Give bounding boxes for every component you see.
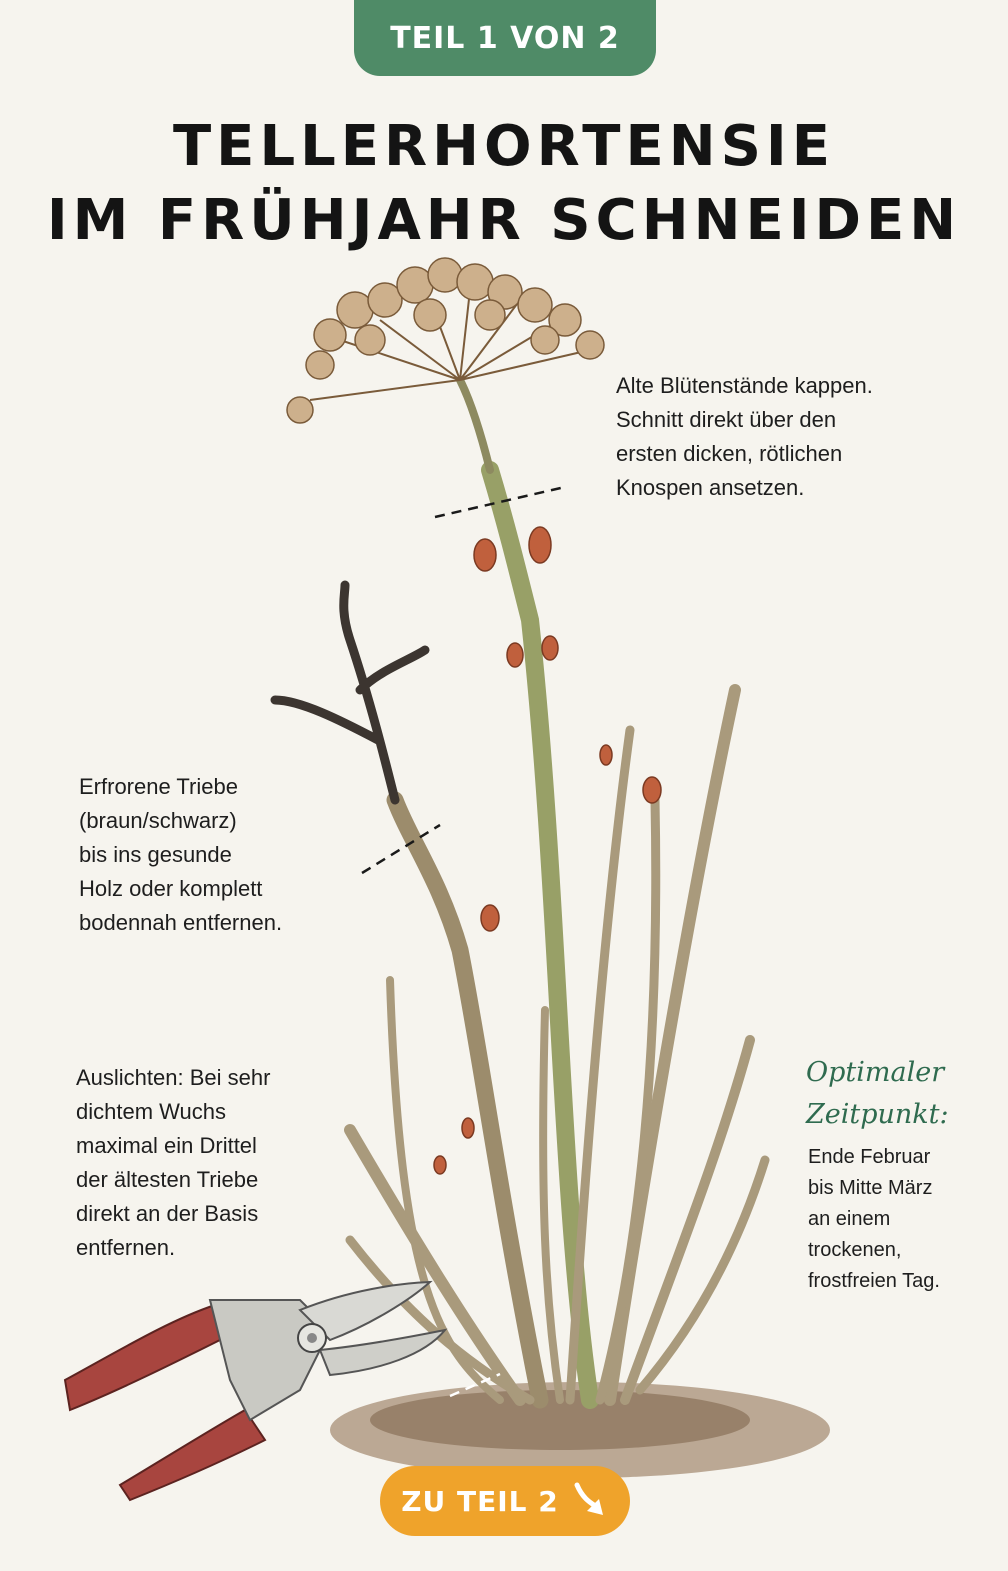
timing-heading xyxy=(806,1052,949,1136)
note-line: ersten dicken, rötlichen xyxy=(616,441,843,466)
note-thinning xyxy=(76,1061,270,1265)
note-line: direkt an der Basis xyxy=(76,1201,259,1226)
timing-line: frostfreien Tag. xyxy=(808,1270,940,1292)
note-line: bis ins gesunde xyxy=(79,842,232,867)
next-part-button[interactable] xyxy=(380,1466,630,1536)
note-line: Schnitt direkt über den xyxy=(616,407,837,432)
timing-text xyxy=(808,1142,940,1297)
timing-heading-line: Optimaler xyxy=(806,1057,945,1088)
stem-right-1 xyxy=(610,690,735,1400)
arrow-down-right-icon xyxy=(573,1481,609,1521)
part-badge: TEIL 1 VON 2 xyxy=(354,0,656,76)
note-line: Knospen ansetzen. xyxy=(616,475,805,500)
pruning-shears xyxy=(65,1282,445,1500)
timing-line: trockenen, xyxy=(808,1239,902,1261)
title-line-1: TELLERHORTENSIE xyxy=(172,114,835,179)
main-green-stem xyxy=(490,470,590,1400)
note-line: bodennah entfernen. xyxy=(79,910,283,935)
next-part-label: ZU TEIL 2 xyxy=(401,1484,559,1518)
note-frozen-shoots xyxy=(79,770,282,940)
note-line: Alte Blütenstände kappen. xyxy=(616,373,873,398)
flower-stalk xyxy=(460,380,490,470)
title-line-2: IM FRÜHJAHR SCHNEIDEN xyxy=(46,188,962,253)
note-line: Auslichten: Bei sehr xyxy=(76,1065,271,1090)
frozen-stem-dark xyxy=(275,585,425,800)
stems xyxy=(275,380,765,1400)
note-line: entfernen. xyxy=(76,1235,176,1260)
note-line: der ältesten Triebe xyxy=(76,1167,259,1192)
note-line: dichtem Wuchs xyxy=(76,1099,226,1124)
timing-heading-line: Zeitpunkt: xyxy=(806,1099,949,1130)
note-line: Holz oder komplett xyxy=(79,876,263,901)
timing-line: bis Mitte März xyxy=(808,1177,933,1199)
note-line: maximal ein Drittel xyxy=(76,1133,257,1158)
shears-handle-upper xyxy=(65,1305,230,1410)
timing-line: Ende Februar xyxy=(808,1146,931,1168)
note-line: (braun/schwarz) xyxy=(79,808,237,833)
note-line: Erfrorene Triebe xyxy=(79,774,238,799)
note-flower-heads xyxy=(616,369,873,505)
shears-handle-lower xyxy=(120,1410,265,1500)
timing-line: an einem xyxy=(808,1208,891,1230)
